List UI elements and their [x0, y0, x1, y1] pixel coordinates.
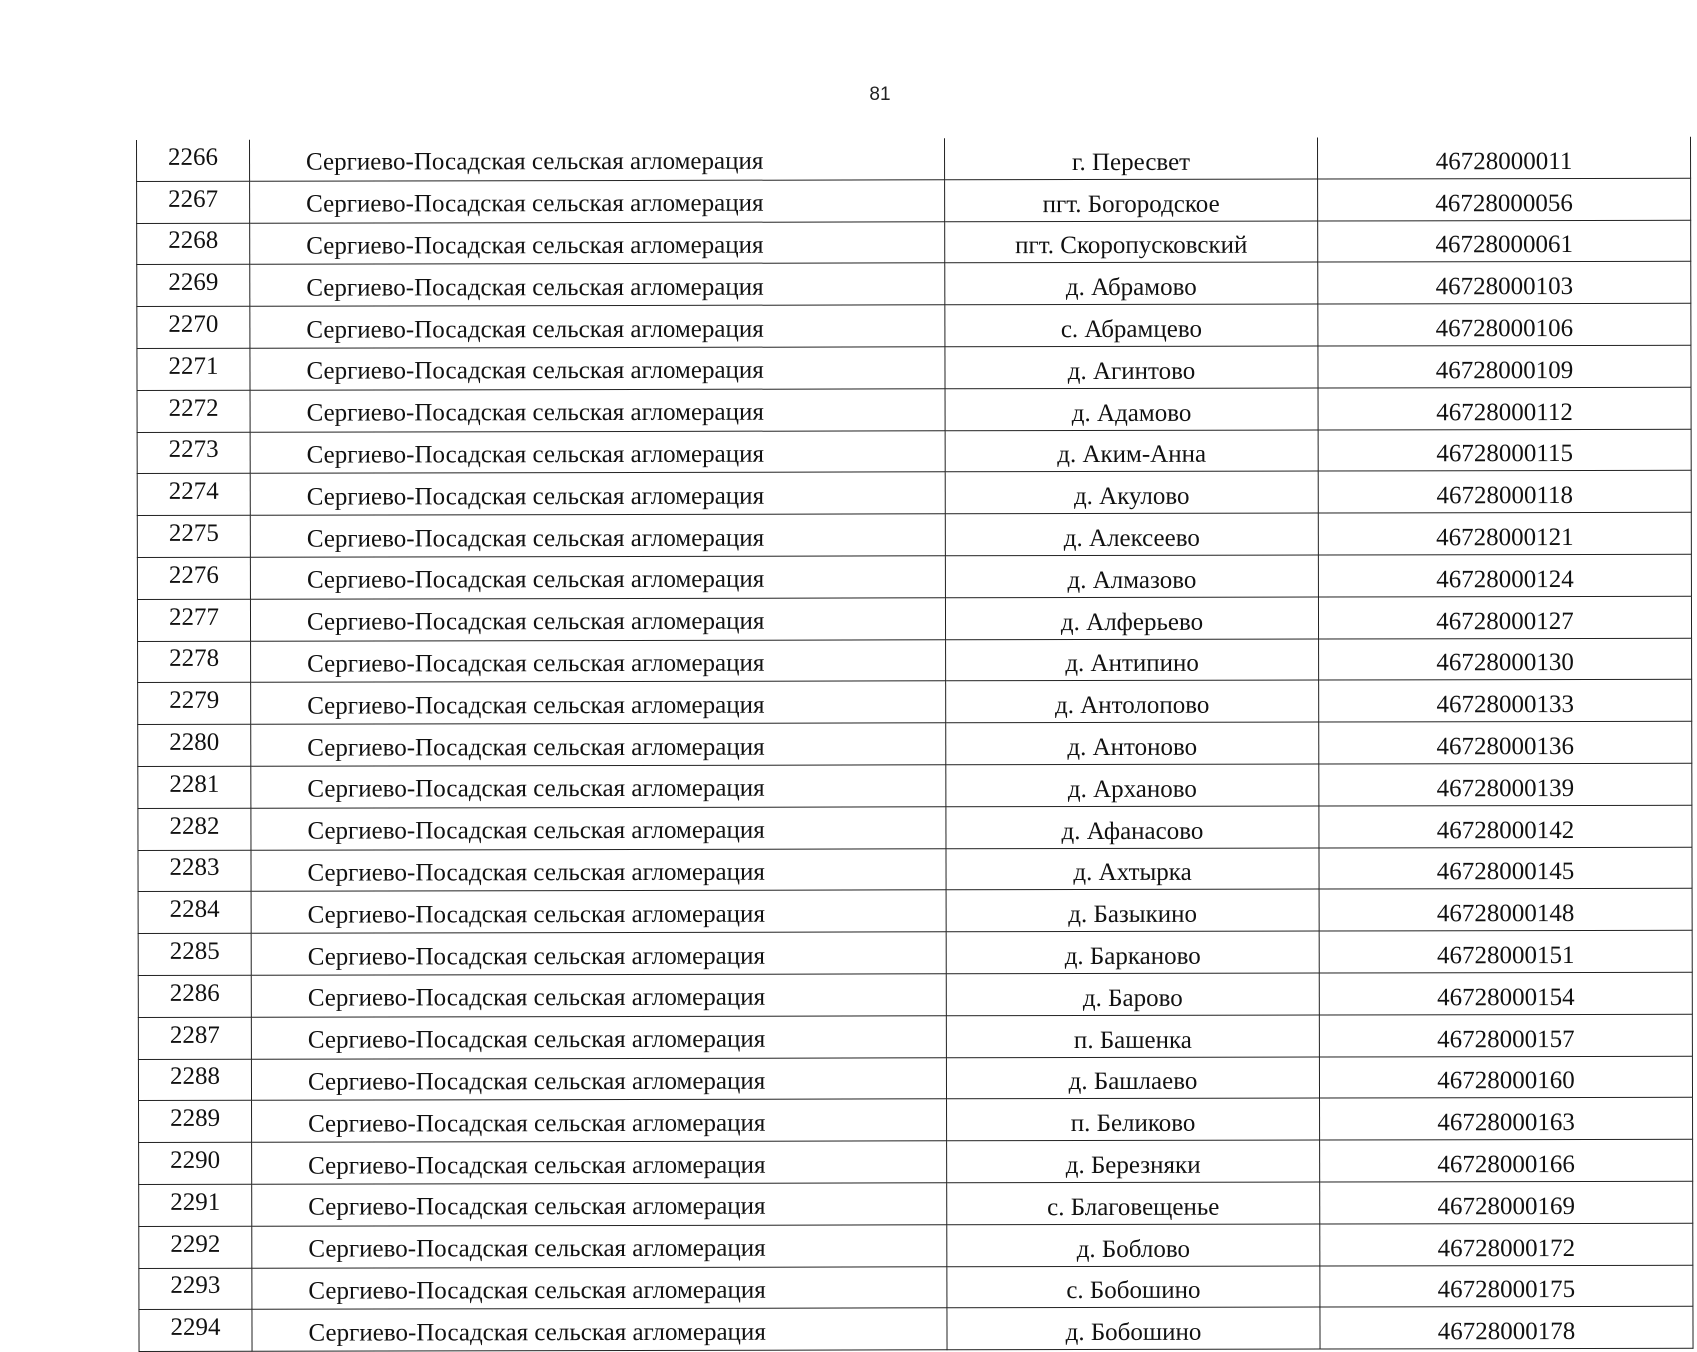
agglomeration-cell: Сергиево-Посадская сельская агломерация [251, 723, 946, 766]
row-number-cell: 2285 [138, 933, 251, 975]
row-number-cell: 2286 [138, 975, 251, 1017]
settlement-cell: пгт. Скоропусковский [945, 221, 1318, 264]
agglomeration-cell: Сергиево-Посадская сельская агломерация [251, 1016, 946, 1059]
row-number-cell: 2268 [137, 223, 250, 265]
row-number-cell: 2293 [139, 1268, 252, 1310]
agglomeration-cell: Сергиево-Посадская сельская агломерация [250, 180, 945, 223]
settlement-cell: д. Алмазово [945, 555, 1318, 598]
table-row [137, 596, 1691, 641]
agglomeration-cell: Сергиево-Посадская сельская агломерация [250, 263, 945, 306]
table-row [139, 1098, 1693, 1143]
oktmo-code-cell: 46728000109 [1318, 345, 1691, 388]
agglomeration-cell: Сергиево-Посадская сельская агломерация [249, 138, 944, 181]
agglomeration-cell: Сергиево-Посадская сельская агломерация [250, 389, 945, 432]
settlement-cell: д. Адамово [945, 388, 1318, 431]
oktmo-code-cell: 46728000166 [1320, 1139, 1693, 1182]
table-row [138, 1056, 1692, 1101]
row-number-cell: 2277 [137, 599, 250, 641]
row-number-cell: 2294 [139, 1310, 252, 1352]
row-number-cell: 2289 [139, 1101, 252, 1143]
table-row [137, 512, 1691, 557]
settlement-cell: с. Бобошино [947, 1266, 1320, 1309]
row-number-cell: 2284 [138, 892, 251, 934]
agglomeration-cell: Сергиево-Посадская сельская агломерация [251, 848, 946, 891]
agglomeration-cell: Сергиево-Посадская сельская агломерация [252, 1308, 947, 1351]
settlement-cell: д. Бобошино [947, 1307, 1320, 1350]
settlement-cell: д. Арханово [946, 764, 1319, 807]
settlement-cell: д. Антоново [946, 722, 1319, 765]
table-row [138, 680, 1692, 725]
oktmo-code-cell: 46728000145 [1319, 847, 1692, 890]
oktmo-code-cell: 46728000172 [1320, 1223, 1693, 1266]
oktmo-code-cell: 46728000139 [1319, 763, 1692, 806]
settlement-cell: д. Алферьево [945, 597, 1318, 640]
settlement-cell: п. Беликово [947, 1098, 1320, 1141]
settlement-cell: д. Алексеево [945, 513, 1318, 556]
table-row [138, 889, 1692, 934]
row-number-cell: 2273 [137, 432, 250, 474]
table-row [137, 262, 1691, 307]
table-row [137, 137, 1691, 182]
agglomeration-cell: Сергиево-Посадская сельская агломерация [252, 1183, 947, 1226]
table-row [139, 1265, 1693, 1310]
row-number-cell: 2278 [138, 641, 251, 683]
table-row [138, 721, 1692, 766]
agglomeration-cell: Сергиево-Посадская сельская агломерация [251, 890, 946, 933]
oktmo-code-cell: 46728000121 [1318, 512, 1691, 555]
settlement-cell: д. Базыкино [946, 889, 1319, 932]
row-number-cell: 2272 [137, 390, 250, 432]
table-row [138, 805, 1692, 850]
table-row [137, 178, 1691, 223]
oktmo-code-cell: 46728000127 [1318, 596, 1691, 639]
settlement-cell: с. Благовещенье [947, 1182, 1320, 1225]
oktmo-code-cell: 46728000124 [1318, 554, 1691, 597]
oktmo-code-cell: 46728000169 [1320, 1181, 1693, 1224]
oktmo-code-cell: 46728000136 [1319, 721, 1692, 764]
agglomeration-cell: Сергиево-Посадская сельская агломерация [250, 221, 945, 264]
table-row [137, 429, 1691, 474]
oktmo-code-cell: 46728000178 [1320, 1307, 1693, 1350]
settlement-cell: д. Агинтово [945, 346, 1318, 389]
agglomeration-cell: Сергиево-Посадская сельская агломерация [251, 765, 946, 808]
row-number-cell: 2271 [137, 348, 250, 390]
table-row [138, 972, 1692, 1017]
agglomeration-cell: Сергиево-Посадская сельская агломерация [251, 639, 946, 682]
row-number-cell: 2287 [138, 1017, 251, 1059]
agglomeration-cell: Сергиево-Посадская сельская агломерация [250, 305, 945, 348]
oktmo-code-cell: 46728000103 [1318, 262, 1691, 305]
row-number-cell: 2279 [138, 683, 251, 725]
oktmo-code-cell: 46728000061 [1318, 220, 1691, 263]
oktmo-code-cell: 46728000151 [1319, 930, 1692, 973]
row-number-cell: 2275 [137, 515, 250, 557]
oktmo-code-cell: 46728000130 [1319, 638, 1692, 681]
page-number: 81 [869, 84, 891, 105]
table-row [137, 303, 1691, 348]
agglomeration-cell: Сергиево-Посадская сельская агломерация [250, 347, 945, 390]
table-row [139, 1139, 1693, 1184]
row-number-cell: 2288 [138, 1059, 251, 1101]
settlement-cell: д. Акулово [945, 471, 1318, 514]
row-number-cell: 2266 [137, 140, 250, 182]
table-row [137, 471, 1691, 516]
row-number-cell: 2283 [138, 850, 251, 892]
table-row [137, 345, 1691, 390]
oktmo-code-cell: 46728000163 [1320, 1098, 1693, 1141]
oktmo-code-cell: 46728000056 [1318, 178, 1691, 221]
agglomeration-cell: Сергиево-Посадская сельская агломерация [252, 1141, 947, 1184]
table-row [138, 638, 1692, 683]
agglomeration-cell: Сергиево-Посадская сельская агломерация [250, 598, 945, 641]
agglomeration-cell: Сергиево-Посадская сельская агломерация [251, 1057, 946, 1100]
table-row [138, 1014, 1692, 1059]
oktmo-code-cell: 46728000157 [1319, 1014, 1692, 1057]
agglomeration-cell: Сергиево-Посадская сельская агломерация [250, 556, 945, 599]
table-row [139, 1181, 1693, 1226]
oktmo-code-cell: 46728000142 [1319, 805, 1692, 848]
row-number-cell: 2282 [138, 808, 251, 850]
oktmo-code-cell: 46728000148 [1319, 889, 1692, 932]
oktmo-code-cell: 46728000160 [1319, 1056, 1692, 1099]
agglomeration-cell: Сергиево-Посадская сельская агломерация [251, 932, 946, 975]
row-number-cell: 2276 [137, 557, 250, 599]
table-row [138, 847, 1692, 892]
oktmo-code-cell: 46728000154 [1319, 972, 1692, 1015]
settlement-cell: д. Антолопово [946, 680, 1319, 723]
settlements-table-body [137, 137, 1694, 1352]
oktmo-code-cell: 46728000106 [1318, 303, 1691, 346]
agglomeration-cell: Сергиево-Посадская сельская агломерация [251, 681, 946, 724]
settlement-cell: г. Пересвет [944, 138, 1317, 180]
table-row [137, 554, 1691, 599]
settlement-cell: д. Афанасово [946, 806, 1319, 849]
settlement-cell: д. Башлаево [946, 1057, 1319, 1100]
oktmo-code-cell: 46728000011 [1317, 137, 1690, 179]
agglomeration-cell: Сергиево-Посадская сельская агломерация [251, 807, 946, 850]
settlement-cell: д. Березняки [947, 1140, 1320, 1183]
table-row [139, 1223, 1693, 1268]
agglomeration-cell: Сергиево-Посадская сельская агломерация [251, 974, 946, 1017]
settlement-cell: д. Абрамово [945, 262, 1318, 305]
settlement-cell: д. Барканово [946, 931, 1319, 974]
settlement-cell: д. Боблово [947, 1224, 1320, 1267]
row-number-cell: 2269 [137, 265, 250, 307]
settlement-cell: пгт. Богородское [945, 179, 1318, 222]
settlements-table [136, 137, 1694, 1352]
agglomeration-cell: Сергиево-Посадская сельская агломерация [250, 472, 945, 515]
row-number-cell: 2281 [138, 766, 251, 808]
agglomeration-cell: Сергиево-Посадская сельская агломерация [250, 430, 945, 473]
row-number-cell: 2290 [139, 1142, 252, 1184]
table-row [139, 1307, 1693, 1352]
settlement-cell: д. Барово [946, 973, 1319, 1016]
agglomeration-cell: Сергиево-Посадская сельская агломерация [252, 1099, 947, 1142]
settlement-cell: с. Абрамцево [945, 304, 1318, 347]
table-row [137, 387, 1691, 432]
row-number-cell: 2270 [137, 306, 250, 348]
row-number-cell: 2280 [138, 724, 251, 766]
row-number-cell: 2292 [139, 1226, 252, 1268]
oktmo-code-cell: 46728000115 [1318, 429, 1691, 472]
oktmo-code-cell: 46728000118 [1318, 471, 1691, 514]
settlement-cell: п. Башенка [946, 1015, 1319, 1058]
agglomeration-cell: Сергиево-Посадская сельская агломерация [252, 1225, 947, 1268]
table-row [137, 220, 1691, 265]
settlement-cell: д. Антипино [946, 639, 1319, 682]
oktmo-code-cell: 46728000133 [1319, 680, 1692, 723]
row-number-cell: 2267 [137, 181, 250, 223]
settlement-cell: д. Ахтырка [946, 848, 1319, 891]
table-row [138, 763, 1692, 808]
agglomeration-cell: Сергиево-Посадская сельская агломерация [250, 514, 945, 557]
oktmo-code-cell: 46728000112 [1318, 387, 1691, 430]
agglomeration-cell: Сергиево-Посадская сельская агломерация [252, 1266, 947, 1309]
row-number-cell: 2291 [139, 1184, 252, 1226]
settlement-cell: д. Аким-Анна [945, 430, 1318, 473]
row-number-cell: 2274 [137, 474, 250, 516]
table-row [138, 930, 1692, 975]
oktmo-code-cell: 46728000175 [1320, 1265, 1693, 1308]
